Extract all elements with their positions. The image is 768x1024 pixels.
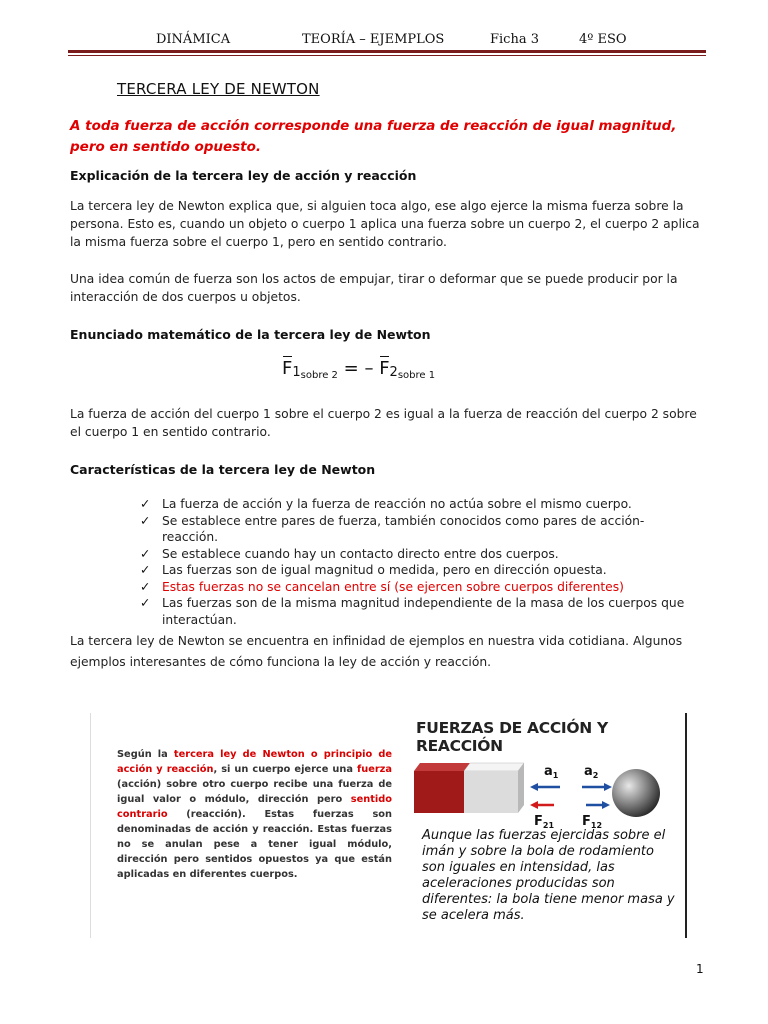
checkmark-icon: ✓	[140, 563, 151, 577]
list-item: ✓ Las fuerzas son de la misma magnitud independiente de la masa de los cuerpos que interactúan.	[140, 596, 685, 627]
header-sheet: Ficha 3	[490, 32, 539, 47]
math-heading: Enunciado matemático de la tercera ley de Newton	[70, 327, 431, 342]
checkmark-icon: ✓	[140, 596, 151, 610]
checkmark-icon: ✓	[140, 497, 151, 511]
closing-paragraph: La tercera ley de Newton se encuentra en infinidad de ejemplos en nuestra vida cotidiana. Algunos ejemplos interesantes de cómo funciona la ley de acción y reacción.	[70, 634, 683, 669]
page-title: TERCERA LEY DE NEWTON	[117, 80, 320, 98]
list-item: ✓ Las fuerzas son de igual magnitud o medida, pero en dirección opuesta.	[140, 563, 607, 577]
header-rule-thin	[68, 55, 706, 56]
header-grade: 4º ESO	[579, 32, 627, 47]
magnet-white-half	[464, 771, 518, 813]
list-item: ✓ La fuerza de acción y la fuerza de reacción no actúa sobre el mismo cuerpo.	[140, 497, 632, 511]
header-subject: DINÁMICA	[156, 32, 231, 47]
magnet-red-half	[414, 771, 464, 813]
label-a1: $a_1$	[544, 764, 559, 780]
figure-left-text: Según la tercera ley de Newton o principio de acción y reacción, si un cuerpo ejerce una fuerza (acción) sobre otro cuerpo recibe una fuerza de igual valor o módulo, dirección pero sentido contrario (reacción). Estas fuerzas son denominadas de acción y reacción. Estas fuerzas no se anulan pese a tener igual módulo, dirección pero sentidos opuestos ya que están aplicadas en diferentes cuerpos.	[117, 749, 392, 880]
page-header	[0, 32, 768, 52]
force-sub-right: sobre 1	[397, 370, 436, 381]
math-paragraph: La fuerza de acción del cuerpo 1 sobre el cuerpo 2 es igual a la fuerza de reacción del cuerpo 2 sobre el cuerpo 1 en sentido contrario.	[70, 407, 697, 439]
list-item: ✓ Se establece cuando hay un contacto directo entre dos cuerpos.	[140, 546, 559, 561]
characteristics-heading: Características de la tercera ley de Newton	[70, 462, 376, 477]
checkmark-icon: ✓	[140, 579, 151, 594]
list-item: ✓ Se establece entre pares de fuerza, también conocidos como pares de acción-reacción.	[140, 513, 645, 544]
force-index-right: 2	[389, 365, 398, 380]
force-index-left: 1	[292, 365, 301, 380]
explanation-paragraph-2: Una idea común de fuerza son los actos de empujar, tirar o deformar que se puede producir por la interacción de dos cuerpos u objetos.	[70, 272, 678, 304]
force-sub-left: sobre 2	[300, 370, 338, 381]
figure-right-panel	[406, 713, 687, 938]
force-symbol-right: F	[379, 358, 390, 379]
figure-title: FUERZAS DE ACCIÓN Y REACCIÓN	[416, 719, 608, 755]
header-section: TEORÍA – EJEMPLOS	[302, 32, 445, 47]
explanation-paragraph-1: La tercera ley de Newton explica que, si alguien toca algo, ese algo ejerce la misma fuerza sobre la persona. Esto es, cuando un objeto o cuerpo 1 aplica una fuerza sobre un cuerpo 2, el cuerpo 2 aplica la misma fuerza sobre el cuerpo 1, pero en sentido contrario.	[70, 199, 700, 249]
label-f21: $F_{21}$	[534, 814, 555, 830]
formula-operator: = –	[343, 358, 374, 379]
explanation-heading: Explicación de la tercera ley de acción y reacción	[70, 168, 417, 183]
list-item-highlighted: ✓ Estas fuerzas no se cancelan entre sí (se ejercen sobre cuerpos diferentes)	[140, 579, 624, 594]
action-reaction-figure	[90, 713, 685, 938]
magnet-top-red	[414, 763, 470, 771]
principle-statement: A toda fuerza de acción corresponde una fuerza de reacción de igual magnitud, pero en sentido opuesto.	[70, 118, 677, 155]
characteristics-list	[140, 496, 700, 628]
figure-caption: Aunque las fuerzas ejercidas sobre el imán y sobre la bola de rodamiento son iguales en intensidad, las aceleraciones producidas son diferentes: la bola tiene menor masa y se acelera más.	[422, 828, 675, 923]
label-a2: $a_2$	[584, 764, 599, 780]
steel-ball	[612, 769, 660, 817]
label-f12: $F_{12}$	[582, 814, 603, 830]
header-rule	[68, 50, 706, 53]
figure-left-panel	[90, 713, 407, 938]
magnet-top-white	[464, 763, 524, 771]
force-symbol-left: F	[282, 358, 293, 379]
magnet-ball-diagram	[406, 741, 683, 831]
checkmark-icon: ✓	[140, 546, 151, 561]
page-number: 1	[696, 962, 704, 976]
checkmark-icon: ✓	[140, 513, 151, 528]
newton-third-law-formula	[282, 358, 435, 381]
magnet-side	[518, 763, 524, 813]
